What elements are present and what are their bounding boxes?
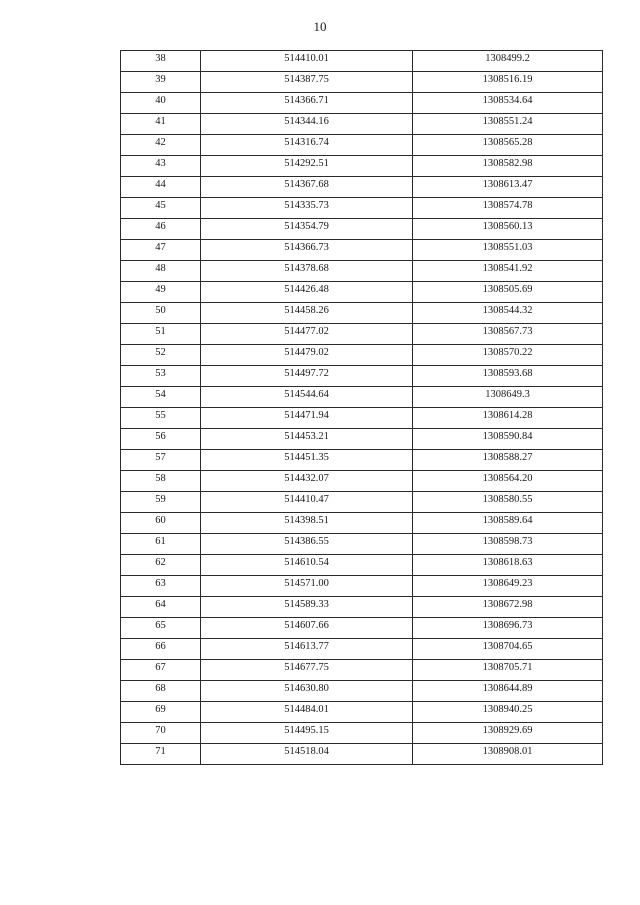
point-number-cell: 52	[121, 345, 201, 366]
y-coordinate-cell: 1308672.98	[413, 597, 603, 618]
point-number-cell: 59	[121, 492, 201, 513]
table-row	[121, 723, 603, 744]
y-coordinate-cell: 1308570.22	[413, 345, 603, 366]
table-row	[121, 450, 603, 471]
x-coordinate-cell: 514613.77	[201, 639, 413, 660]
table-row	[121, 744, 603, 765]
y-coordinate-cell: 1308696.73	[413, 618, 603, 639]
y-coordinate-cell: 1308614.28	[413, 408, 603, 429]
y-coordinate-cell: 1308613.47	[413, 177, 603, 198]
x-coordinate-cell: 514366.71	[201, 93, 413, 114]
x-coordinate-cell: 514335.73	[201, 198, 413, 219]
table-row	[121, 345, 603, 366]
y-coordinate-cell: 1308908.01	[413, 744, 603, 765]
point-number-cell: 54	[121, 387, 201, 408]
y-coordinate-cell: 1308565.28	[413, 135, 603, 156]
point-number-cell: 69	[121, 702, 201, 723]
point-number-cell: 56	[121, 429, 201, 450]
y-coordinate-cell: 1308551.03	[413, 240, 603, 261]
point-number-cell: 46	[121, 219, 201, 240]
point-number-cell: 45	[121, 198, 201, 219]
y-coordinate-cell: 1308649.23	[413, 576, 603, 597]
x-coordinate-cell: 514354.79	[201, 219, 413, 240]
table-row	[121, 177, 603, 198]
point-number-cell: 42	[121, 135, 201, 156]
table-row	[121, 135, 603, 156]
x-coordinate-cell: 514451.35	[201, 450, 413, 471]
table-row	[121, 681, 603, 702]
x-coordinate-cell: 514387.75	[201, 72, 413, 93]
point-number-cell: 39	[121, 72, 201, 93]
point-number-cell: 63	[121, 576, 201, 597]
point-number-cell: 51	[121, 324, 201, 345]
y-coordinate-cell: 1308649.3	[413, 387, 603, 408]
y-coordinate-cell: 1308534.64	[413, 93, 603, 114]
y-coordinate-cell: 1308644.89	[413, 681, 603, 702]
point-number-cell: 40	[121, 93, 201, 114]
table-row	[121, 660, 603, 681]
x-coordinate-cell: 514518.04	[201, 744, 413, 765]
table-row	[121, 93, 603, 114]
y-coordinate-cell: 1308564.20	[413, 471, 603, 492]
y-coordinate-cell: 1308505.69	[413, 282, 603, 303]
point-number-cell: 48	[121, 261, 201, 282]
point-number-cell: 66	[121, 639, 201, 660]
table-row	[121, 324, 603, 345]
x-coordinate-cell: 514453.21	[201, 429, 413, 450]
point-number-cell: 67	[121, 660, 201, 681]
y-coordinate-cell: 1308544.32	[413, 303, 603, 324]
x-coordinate-cell: 514610.54	[201, 555, 413, 576]
table-row	[121, 282, 603, 303]
y-coordinate-cell: 1308590.84	[413, 429, 603, 450]
x-coordinate-cell: 514495.15	[201, 723, 413, 744]
table-row	[121, 114, 603, 135]
table-row	[121, 51, 603, 72]
y-coordinate-cell: 1308593.68	[413, 366, 603, 387]
y-coordinate-cell: 1308705.71	[413, 660, 603, 681]
point-number-cell: 64	[121, 597, 201, 618]
point-number-cell: 53	[121, 366, 201, 387]
table-row	[121, 471, 603, 492]
table-row	[121, 618, 603, 639]
point-number-cell: 62	[121, 555, 201, 576]
point-number-cell: 60	[121, 513, 201, 534]
point-number-cell: 44	[121, 177, 201, 198]
point-number-cell: 58	[121, 471, 201, 492]
table-row	[121, 513, 603, 534]
table-row	[121, 639, 603, 660]
point-number-cell: 71	[121, 744, 201, 765]
coordinates-table	[120, 50, 603, 765]
x-coordinate-cell: 514497.72	[201, 366, 413, 387]
y-coordinate-cell: 1308618.63	[413, 555, 603, 576]
x-coordinate-cell: 514378.68	[201, 261, 413, 282]
y-coordinate-cell: 1308582.98	[413, 156, 603, 177]
table-row	[121, 198, 603, 219]
table-row	[121, 240, 603, 261]
x-coordinate-cell: 514398.51	[201, 513, 413, 534]
x-coordinate-cell: 514410.47	[201, 492, 413, 513]
y-coordinate-cell: 1308940.25	[413, 702, 603, 723]
point-number-cell: 57	[121, 450, 201, 471]
point-number-cell: 70	[121, 723, 201, 744]
table-row	[121, 555, 603, 576]
page-number: 10	[313, 19, 327, 34]
y-coordinate-cell: 1308516.19	[413, 72, 603, 93]
x-coordinate-cell: 514386.55	[201, 534, 413, 555]
y-coordinate-cell: 1308574.78	[413, 198, 603, 219]
table-row	[121, 72, 603, 93]
table-row	[121, 576, 603, 597]
y-coordinate-cell: 1308704.65	[413, 639, 603, 660]
y-coordinate-cell: 1308551.24	[413, 114, 603, 135]
point-number-cell: 41	[121, 114, 201, 135]
y-coordinate-cell: 1308589.64	[413, 513, 603, 534]
point-number-cell: 43	[121, 156, 201, 177]
y-coordinate-cell: 1308560.13	[413, 219, 603, 240]
point-number-cell: 55	[121, 408, 201, 429]
y-coordinate-cell: 1308567.73	[413, 324, 603, 345]
point-number-cell: 61	[121, 534, 201, 555]
point-number-cell: 49	[121, 282, 201, 303]
x-coordinate-cell: 514366.73	[201, 240, 413, 261]
y-coordinate-cell: 1308588.27	[413, 450, 603, 471]
x-coordinate-cell: 514630.80	[201, 681, 413, 702]
point-number-cell: 65	[121, 618, 201, 639]
table-row	[121, 702, 603, 723]
table-row	[121, 366, 603, 387]
y-coordinate-cell: 1308929.69	[413, 723, 603, 744]
x-coordinate-cell: 514677.75	[201, 660, 413, 681]
table-row	[121, 387, 603, 408]
x-coordinate-cell: 514589.33	[201, 597, 413, 618]
table-row	[121, 597, 603, 618]
x-coordinate-cell: 514477.02	[201, 324, 413, 345]
y-coordinate-cell: 1308580.55	[413, 492, 603, 513]
y-coordinate-cell: 1308598.73	[413, 534, 603, 555]
x-coordinate-cell: 514607.66	[201, 618, 413, 639]
point-number-cell: 47	[121, 240, 201, 261]
x-coordinate-cell: 514479.02	[201, 345, 413, 366]
y-coordinate-cell: 1308541.92	[413, 261, 603, 282]
x-coordinate-cell: 514316.74	[201, 135, 413, 156]
table-row	[121, 219, 603, 240]
table-row	[121, 534, 603, 555]
point-number-cell: 38	[121, 51, 201, 72]
table-row	[121, 156, 603, 177]
x-coordinate-cell: 514471.94	[201, 408, 413, 429]
coordinates-table-body	[121, 51, 603, 765]
point-number-cell: 50	[121, 303, 201, 324]
x-coordinate-cell: 514458.26	[201, 303, 413, 324]
x-coordinate-cell: 514426.48	[201, 282, 413, 303]
x-coordinate-cell: 514484.01	[201, 702, 413, 723]
x-coordinate-cell: 514544.64	[201, 387, 413, 408]
table-row	[121, 492, 603, 513]
y-coordinate-cell: 1308499.2	[413, 51, 603, 72]
table-row	[121, 429, 603, 450]
x-coordinate-cell: 514571.00	[201, 576, 413, 597]
x-coordinate-cell: 514432.07	[201, 471, 413, 492]
point-number-cell: 68	[121, 681, 201, 702]
x-coordinate-cell: 514367.68	[201, 177, 413, 198]
table-row	[121, 303, 603, 324]
x-coordinate-cell: 514344.16	[201, 114, 413, 135]
table-row	[121, 408, 603, 429]
x-coordinate-cell: 514292.51	[201, 156, 413, 177]
table-row	[121, 261, 603, 282]
x-coordinate-cell: 514410.01	[201, 51, 413, 72]
